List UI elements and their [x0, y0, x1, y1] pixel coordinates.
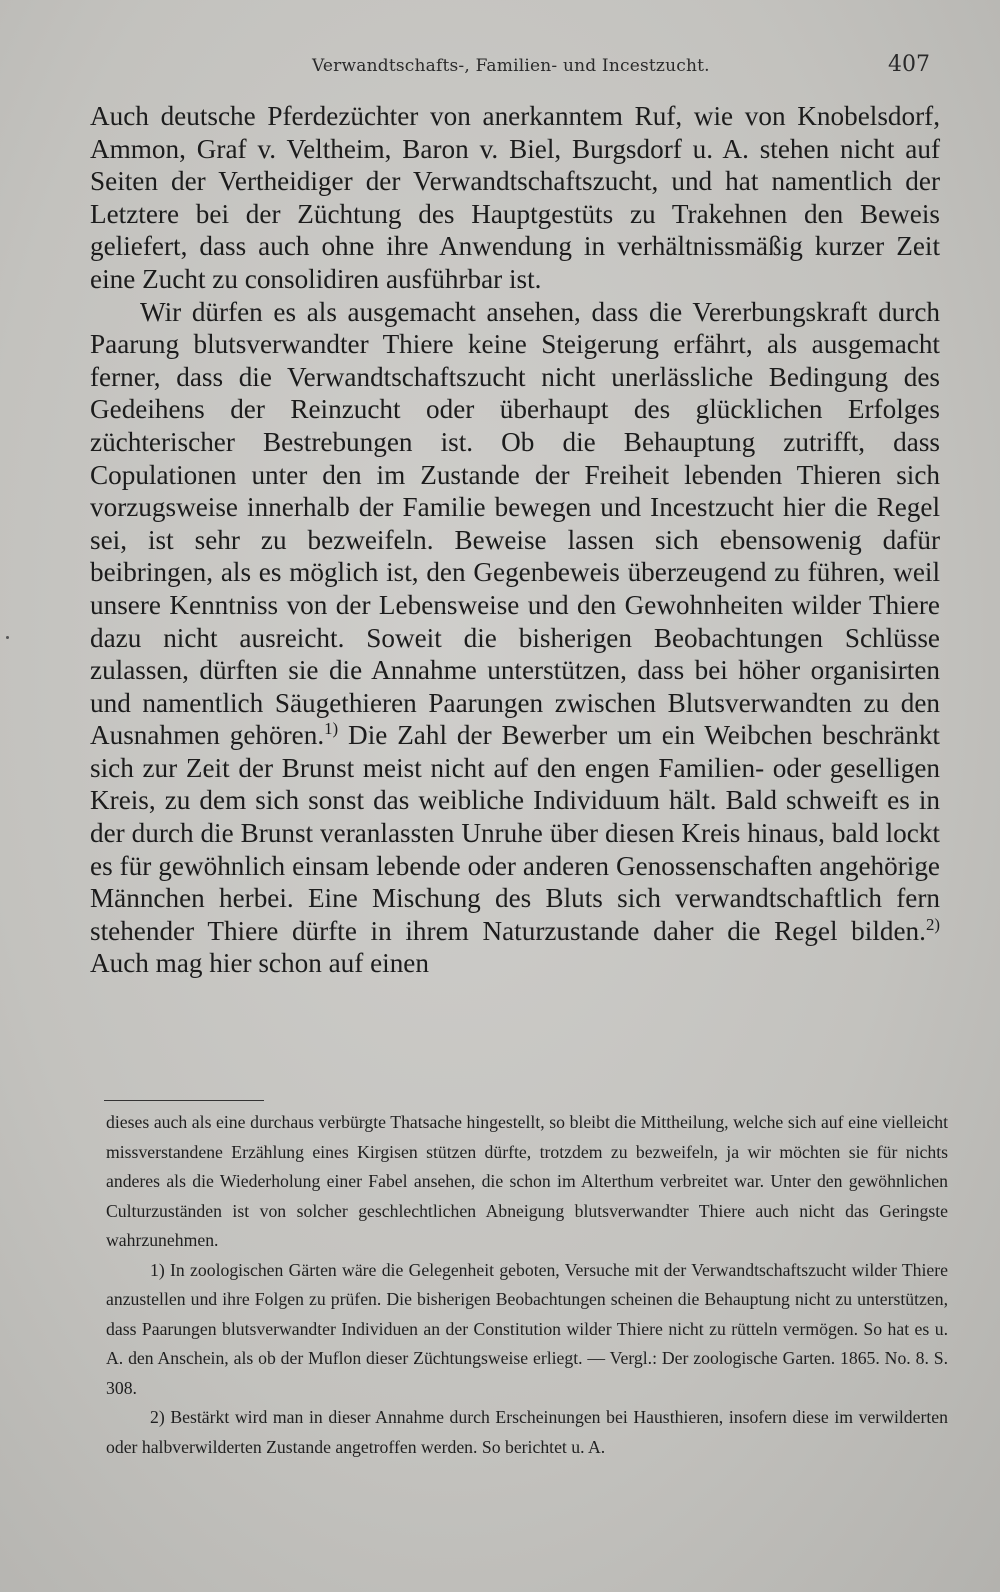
- footnotes: [106, 1108, 948, 1462]
- margin-speck: [6, 636, 9, 639]
- page-header: [90, 52, 930, 86]
- running-title: Verwandtschafts-, Familien- und Incestzucht.: [312, 56, 710, 76]
- main-text: [90, 100, 940, 980]
- paragraph-2-part-a: Wir dürfen es als ausgemacht ansehen, dass die Vererbungskraft durch Paarung blutsverwandter Thiere keine Steigerung erfährt, als ausgemacht ferner, dass die Verwandtschaftszucht nicht unerlässliche Bedingung des Gedeihens der Reinzucht oder überhaupt des glücklichen Erfolges züchterischer Bestrebungen ist. Ob die Behauptung zutrifft, dass Copulationen unter den im Zustande der Freiheit lebenden Thieren sich vorzugsweise innerhalb der Familie bewegen und Incestzucht hier die Regel sei, ist sehr zu bezweifeln. Beweise lassen sich ebensowenig dafür beibringen, als es möglich ist, den Gegenbeweis überzeugend zu führen, weil unsere Kenntniss von der Lebensweise und den Gewohnheiten wilder Thiere dazu nicht ausreicht. Soweit die bisherigen Beobachtungen Schlüsse zulassen, dürften sie die Annahme unterstützen, dass bei höher organisirten und namentlich Säugethieren Paarungen zwischen Blutsverwandten zu den Ausnahmen gehören.: [90, 296, 940, 751]
- paragraph-2: [90, 296, 940, 980]
- page-number: 407: [888, 52, 930, 77]
- paragraph-1: Auch deutsche Pferdezüchter von anerkanntem Ruf, wie von Knobelsdorf, Ammon, Graf v. Veltheim, Baron v. Biel, Burgsdorf u. A. stehen nicht auf Seiten der Vertheidiger der Verwandtschaftszucht, und hat namentlich der Letztere bei der Züchtung des Hauptgestüts zu Trakehnen den Beweis geliefert, dass auch ohne ihre Anwendung in verhältnissmäßig kurzer Zeit eine Zucht zu consolidiren ausführbar ist.: [90, 101, 940, 294]
- paragraph-2-part-c: Auch mag hier schon auf einen: [90, 948, 429, 979]
- footnote-ref-1: 1): [324, 719, 339, 739]
- footnote-1: 1) In zoologischen Gärten wäre die Gelegenheit geboten, Versuche mit der Verwandtschaftszucht wilder Thiere anzustellen und ihre Folgen zu prüfen. Die bisherigen Beobachtungen scheinen die Behauptung nicht zu unterstützen, dass Paarungen blutsverwandter Individuen an der Constitution wilder Thiere nicht zu rütteln vermögen. So hat es u. A. den Anschein, als ob der Muflon dieser Züchtungsweise erliegt. — Vergl.: Der zoologische Garten. 1865. No. 8. S. 308.: [106, 1259, 948, 1398]
- footnote-2: 2) Bestärkt wird man in dieser Annahme durch Erscheinungen bei Hausthieren, insofern diese im verwilderten oder halbverwilderten Zustande angetroffen werden. So berichtet u. A.: [106, 1407, 948, 1457]
- footnote-separator: [104, 1100, 264, 1101]
- footnote-continuation: dieses auch als eine durchaus verbürgte Thatsache hingestellt, so bleibt die Mittheilung, welche sich auf eine vielleicht missverstandene Erzählung eines Kirgisen stützen dürfte, trotzdem zu bezweifeln, ja wir möchten sie für nichts anderes als die Wiederholung einer Fabel ansehen, die schon im Alterthum verbreitet war. Unter den gewöhnlichen Culturzuständen ist von solcher geschlechtlichen Abneigung blutsverwandter Thiere auch nicht das Geringste wahrzunehmen.: [106, 1112, 948, 1250]
- footnote-ref-2: 2): [925, 914, 940, 934]
- paragraph-2-part-b: Die Zahl der Bewerber um ein Weibchen beschränkt sich zur Zeit der Brunst meist nicht auf den engen Familien- oder geselligen Kreis, zu dem sich sonst das weibliche Individuum hält. Bald schweift es in der durch die Brunst veranlassten Unruhe über diesen Kreis hinaus, bald lockt es für gewöhnlich einsam lebende oder anderen Genossenschaften angehörige Männchen herbei. Eine Mischung des Bluts sich verwandtschaftlich fern stehender Thiere dürfte in ihrem Naturzustande daher die Regel bilden.: [90, 720, 940, 946]
